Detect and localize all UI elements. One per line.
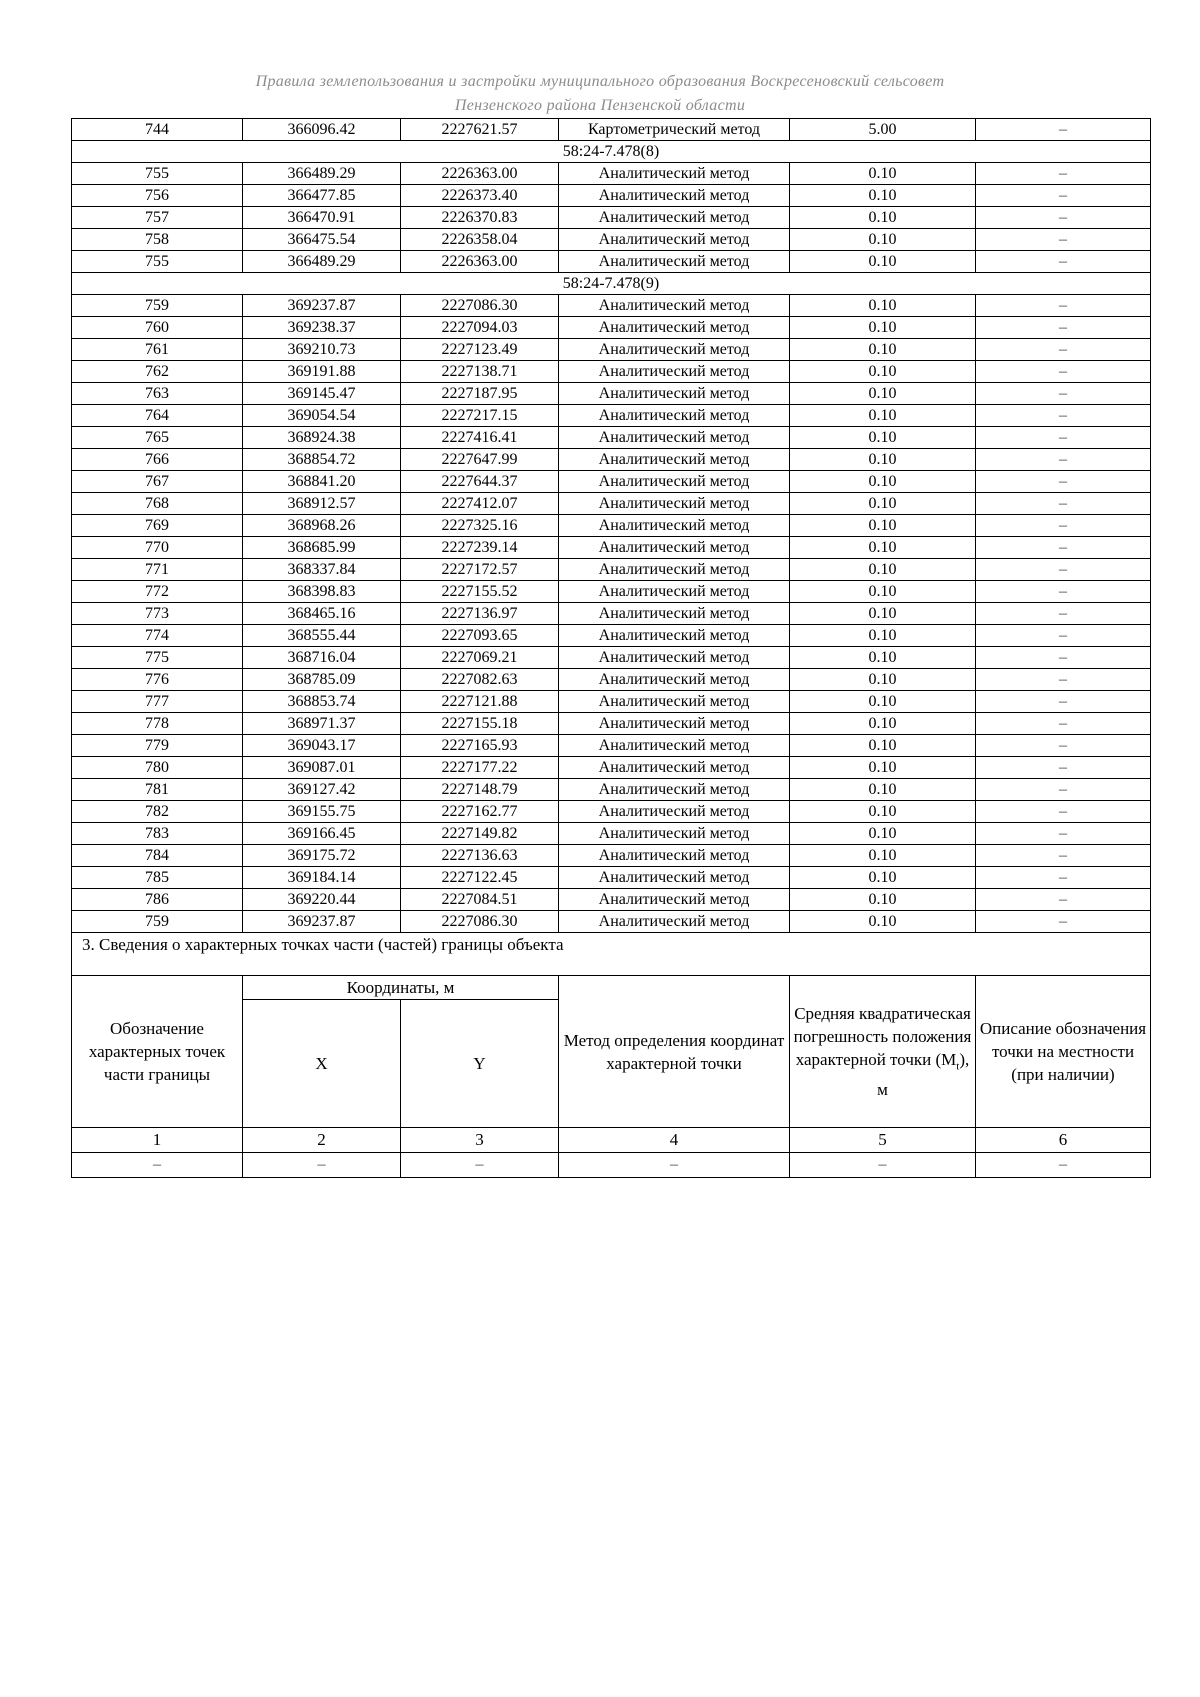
- empty-cell: –: [790, 1153, 976, 1178]
- empty-cell: –: [72, 1153, 243, 1178]
- y-cell: 2227148.79: [401, 779, 559, 801]
- point-cell: 769: [72, 515, 243, 537]
- accuracy-cell: 0.10: [790, 493, 976, 515]
- point-cell: 786: [72, 889, 243, 911]
- description-cell: –: [976, 713, 1151, 735]
- description-cell: –: [976, 163, 1151, 185]
- method-cell: Аналитический метод: [559, 405, 790, 427]
- accuracy-cell: 0.10: [790, 669, 976, 691]
- x-cell: 368685.99: [243, 537, 401, 559]
- method-cell: Аналитический метод: [559, 493, 790, 515]
- description-cell: –: [976, 471, 1151, 493]
- x-cell: 369145.47: [243, 383, 401, 405]
- description-cell: –: [976, 691, 1151, 713]
- header-coords: Координаты, м: [243, 976, 559, 1000]
- table-row: [72, 889, 1151, 911]
- accuracy-cell: 0.10: [790, 581, 976, 603]
- table-row: [72, 779, 1151, 801]
- description-cell: –: [976, 757, 1151, 779]
- contour-header-row: [72, 273, 1151, 295]
- table-row: [72, 405, 1151, 427]
- y-cell: 2227069.21: [401, 647, 559, 669]
- column-number: 1: [72, 1128, 243, 1153]
- x-cell: 368465.16: [243, 603, 401, 625]
- point-cell: 744: [72, 119, 243, 141]
- accuracy-cell: 0.10: [790, 383, 976, 405]
- x-cell: 369054.54: [243, 405, 401, 427]
- table-row: [72, 515, 1151, 537]
- x-cell: 369191.88: [243, 361, 401, 383]
- y-cell: 2227325.16: [401, 515, 559, 537]
- method-cell: Аналитический метод: [559, 295, 790, 317]
- table-row: [72, 185, 1151, 207]
- y-cell: 2227121.88: [401, 691, 559, 713]
- accuracy-cell: 0.10: [790, 911, 976, 933]
- accuracy-cell: 0.10: [790, 735, 976, 757]
- accuracy-cell: 0.10: [790, 427, 976, 449]
- y-cell: 2226373.40: [401, 185, 559, 207]
- y-cell: 2227621.57: [401, 119, 559, 141]
- header-method: Метод определения координат характерной точки: [559, 976, 790, 1128]
- method-cell: Аналитический метод: [559, 383, 790, 405]
- description-cell: –: [976, 405, 1151, 427]
- x-cell: 368716.04: [243, 647, 401, 669]
- y-cell: 2227086.30: [401, 911, 559, 933]
- point-cell: 761: [72, 339, 243, 361]
- accuracy-cell: 0.10: [790, 251, 976, 273]
- x-cell: 366489.29: [243, 251, 401, 273]
- point-cell: 764: [72, 405, 243, 427]
- document-header-line1: Правила землепользования и застройки муниципального образования Воскресеновский сельсовет: [255, 73, 945, 90]
- method-cell: Аналитический метод: [559, 515, 790, 537]
- y-cell: 2227093.65: [401, 625, 559, 647]
- x-cell: 368785.09: [243, 669, 401, 691]
- y-cell: 2227086.30: [401, 295, 559, 317]
- x-cell: 368971.37: [243, 713, 401, 735]
- y-cell: 2227412.07: [401, 493, 559, 515]
- y-cell: 2227172.57: [401, 559, 559, 581]
- accuracy-cell: 0.10: [790, 449, 976, 471]
- description-cell: –: [976, 185, 1151, 207]
- x-cell: 369220.44: [243, 889, 401, 911]
- point-cell: 767: [72, 471, 243, 493]
- accuracy-cell: 0.10: [790, 889, 976, 911]
- y-cell: 2227187.95: [401, 383, 559, 405]
- description-cell: –: [976, 449, 1151, 471]
- y-cell: 2226370.83: [401, 207, 559, 229]
- point-cell: 759: [72, 295, 243, 317]
- table-row: [72, 163, 1151, 185]
- point-cell: 777: [72, 691, 243, 713]
- x-cell: 368968.26: [243, 515, 401, 537]
- point-cell: 759: [72, 911, 243, 933]
- y-cell: 2227123.49: [401, 339, 559, 361]
- coordinates-table-body: [72, 119, 1151, 933]
- accuracy-cell: 0.10: [790, 713, 976, 735]
- method-cell: Аналитический метод: [559, 339, 790, 361]
- accuracy-cell: 0.10: [790, 207, 976, 229]
- accuracy-cell: 0.10: [790, 559, 976, 581]
- description-cell: –: [976, 559, 1151, 581]
- y-cell: 2227239.14: [401, 537, 559, 559]
- table-row: [72, 317, 1151, 339]
- point-cell: 780: [72, 757, 243, 779]
- point-cell: 757: [72, 207, 243, 229]
- method-cell: Аналитический метод: [559, 361, 790, 383]
- table-row: [72, 471, 1151, 493]
- x-cell: 368854.72: [243, 449, 401, 471]
- y-cell: 2227155.52: [401, 581, 559, 603]
- point-cell: 783: [72, 823, 243, 845]
- y-cell: 2227416.41: [401, 427, 559, 449]
- point-cell: 763: [72, 383, 243, 405]
- description-cell: –: [976, 801, 1151, 823]
- x-cell: 369087.01: [243, 757, 401, 779]
- method-cell: Аналитический метод: [559, 207, 790, 229]
- description-cell: –: [976, 383, 1151, 405]
- description-cell: –: [976, 119, 1151, 141]
- accuracy-cell: 0.10: [790, 361, 976, 383]
- x-cell: 366475.54: [243, 229, 401, 251]
- accuracy-cell: 0.10: [790, 779, 976, 801]
- y-cell: 2226358.04: [401, 229, 559, 251]
- point-cell: 772: [72, 581, 243, 603]
- accuracy-cell: 0.10: [790, 339, 976, 361]
- method-cell: Аналитический метод: [559, 603, 790, 625]
- point-cell: 779: [72, 735, 243, 757]
- y-cell: 2227136.63: [401, 845, 559, 867]
- method-cell: Аналитический метод: [559, 471, 790, 493]
- description-cell: –: [976, 339, 1151, 361]
- table-row: [72, 603, 1151, 625]
- description-cell: –: [976, 207, 1151, 229]
- method-cell: Аналитический метод: [559, 427, 790, 449]
- point-cell: 758: [72, 229, 243, 251]
- column-number: 2: [243, 1128, 401, 1153]
- method-cell: Аналитический метод: [559, 867, 790, 889]
- empty-cell: –: [401, 1153, 559, 1178]
- x-cell: 366477.85: [243, 185, 401, 207]
- accuracy-cell: 0.10: [790, 405, 976, 427]
- x-cell: 369237.87: [243, 295, 401, 317]
- point-cell: 773: [72, 603, 243, 625]
- document-header-line2: Пензенского района Пензенской области: [454, 97, 746, 114]
- accuracy-cell: 0.10: [790, 515, 976, 537]
- x-cell: 369210.73: [243, 339, 401, 361]
- accuracy-cell: 0.10: [790, 691, 976, 713]
- point-cell: 784: [72, 845, 243, 867]
- description-cell: –: [976, 537, 1151, 559]
- point-cell: 768: [72, 493, 243, 515]
- x-cell: 369237.87: [243, 911, 401, 933]
- point-cell: 785: [72, 867, 243, 889]
- description-cell: –: [976, 251, 1151, 273]
- method-cell: Аналитический метод: [559, 229, 790, 251]
- table-row: [72, 295, 1151, 317]
- x-cell: 366470.91: [243, 207, 401, 229]
- table-row: [72, 845, 1151, 867]
- accuracy-cell: 0.10: [790, 867, 976, 889]
- table-row: [72, 713, 1151, 735]
- table-row: [72, 801, 1151, 823]
- table-row: [72, 251, 1151, 273]
- y-cell: 2227094.03: [401, 317, 559, 339]
- point-cell: 766: [72, 449, 243, 471]
- x-cell: 369184.14: [243, 867, 401, 889]
- description-cell: –: [976, 493, 1151, 515]
- description-cell: –: [976, 515, 1151, 537]
- x-cell: 369238.37: [243, 317, 401, 339]
- x-cell: 369155.75: [243, 801, 401, 823]
- x-cell: 366096.42: [243, 119, 401, 141]
- empty-cell: –: [243, 1153, 401, 1178]
- point-cell: 778: [72, 713, 243, 735]
- method-cell: Аналитический метод: [559, 251, 790, 273]
- table-row: [72, 207, 1151, 229]
- table-row: [72, 691, 1151, 713]
- y-cell: 2226363.00: [401, 251, 559, 273]
- header-y: Y: [401, 1000, 559, 1128]
- accuracy-cell: 5.00: [790, 119, 976, 141]
- y-cell: 2227177.22: [401, 757, 559, 779]
- table-row: [72, 867, 1151, 889]
- contour-label: 58:24-7.478(8): [72, 141, 1151, 163]
- description-cell: –: [976, 427, 1151, 449]
- point-cell: 774: [72, 625, 243, 647]
- description-cell: –: [976, 361, 1151, 383]
- header-point: Обозначение характерных точек части границы: [72, 976, 243, 1128]
- table-row: [72, 647, 1151, 669]
- table-row: [72, 823, 1151, 845]
- description-cell: –: [976, 779, 1151, 801]
- method-cell: Аналитический метод: [559, 581, 790, 603]
- column-number: 5: [790, 1128, 976, 1153]
- y-cell: 2227155.18: [401, 713, 559, 735]
- point-cell: 776: [72, 669, 243, 691]
- point-cell: 755: [72, 163, 243, 185]
- table-row: [72, 339, 1151, 361]
- point-cell: 765: [72, 427, 243, 449]
- method-cell: Аналитический метод: [559, 559, 790, 581]
- accuracy-cell: 0.10: [790, 757, 976, 779]
- method-cell: Аналитический метод: [559, 713, 790, 735]
- header-accuracy-tail: ), м: [877, 1049, 970, 1100]
- x-cell: 368912.57: [243, 493, 401, 515]
- accuracy-cell: 0.10: [790, 625, 976, 647]
- x-cell: 369043.17: [243, 735, 401, 757]
- method-cell: Аналитический метод: [559, 317, 790, 339]
- description-cell: –: [976, 317, 1151, 339]
- method-cell: Картометрический метод: [559, 119, 790, 141]
- y-cell: 2227082.63: [401, 669, 559, 691]
- contour-header-row: [72, 141, 1151, 163]
- method-cell: Аналитический метод: [559, 185, 790, 207]
- description-cell: –: [976, 823, 1151, 845]
- point-cell: 760: [72, 317, 243, 339]
- description-cell: –: [976, 735, 1151, 757]
- method-cell: Аналитический метод: [559, 823, 790, 845]
- method-cell: Аналитический метод: [559, 647, 790, 669]
- point-cell: 771: [72, 559, 243, 581]
- column-number: 3: [401, 1128, 559, 1153]
- method-cell: Аналитический метод: [559, 691, 790, 713]
- table-row: [72, 537, 1151, 559]
- table-row: [72, 493, 1151, 515]
- point-cell: 770: [72, 537, 243, 559]
- method-cell: Аналитический метод: [559, 449, 790, 471]
- empty-cell: –: [976, 1153, 1151, 1178]
- accuracy-cell: 0.10: [790, 229, 976, 251]
- table-row: [72, 229, 1151, 251]
- x-cell: 369166.45: [243, 823, 401, 845]
- description-cell: –: [976, 867, 1151, 889]
- point-cell: 775: [72, 647, 243, 669]
- coordinates-table: [71, 118, 1151, 1178]
- accuracy-cell: 0.10: [790, 647, 976, 669]
- description-cell: –: [976, 295, 1151, 317]
- table-row: [72, 559, 1151, 581]
- table-row: [72, 625, 1151, 647]
- point-cell: 781: [72, 779, 243, 801]
- description-cell: –: [976, 603, 1151, 625]
- x-cell: 368398.83: [243, 581, 401, 603]
- x-cell: 368337.84: [243, 559, 401, 581]
- table-row: [72, 757, 1151, 779]
- accuracy-cell: 0.10: [790, 845, 976, 867]
- table-row: [72, 119, 1151, 141]
- section3-table: [72, 933, 1151, 1178]
- header-accuracy-sub: t: [956, 1060, 960, 1073]
- point-cell: 756: [72, 185, 243, 207]
- table-row: [72, 427, 1151, 449]
- x-cell: 368555.44: [243, 625, 401, 647]
- x-cell: 366489.29: [243, 163, 401, 185]
- method-cell: Аналитический метод: [559, 537, 790, 559]
- description-cell: –: [976, 669, 1151, 691]
- description-cell: –: [976, 889, 1151, 911]
- contour-label: 58:24-7.478(9): [72, 273, 1151, 295]
- table-row: [72, 383, 1151, 405]
- method-cell: Аналитический метод: [559, 801, 790, 823]
- y-cell: 2227217.15: [401, 405, 559, 427]
- method-cell: Аналитический метод: [559, 911, 790, 933]
- accuracy-cell: 0.10: [790, 163, 976, 185]
- accuracy-cell: 0.10: [790, 185, 976, 207]
- y-cell: 2227647.99: [401, 449, 559, 471]
- header-x: X: [243, 1000, 401, 1128]
- y-cell: 2227084.51: [401, 889, 559, 911]
- y-cell: 2227162.77: [401, 801, 559, 823]
- method-cell: Аналитический метод: [559, 625, 790, 647]
- header-accuracy-text: Средняя квадратическая погрешность положения характерной точки (M: [793, 1003, 972, 1069]
- description-cell: –: [976, 625, 1151, 647]
- table-row: [72, 581, 1151, 603]
- method-cell: Аналитический метод: [559, 735, 790, 757]
- table-row: [72, 911, 1151, 933]
- point-cell: 762: [72, 361, 243, 383]
- x-cell: 368853.74: [243, 691, 401, 713]
- method-cell: Аналитический метод: [559, 163, 790, 185]
- accuracy-cell: 0.10: [790, 801, 976, 823]
- x-cell: 368841.20: [243, 471, 401, 493]
- point-cell: 782: [72, 801, 243, 823]
- table-row: [72, 449, 1151, 471]
- accuracy-cell: 0.10: [790, 295, 976, 317]
- y-cell: 2226363.00: [401, 163, 559, 185]
- table-row: [72, 735, 1151, 757]
- method-cell: Аналитический метод: [559, 757, 790, 779]
- accuracy-cell: 0.10: [790, 471, 976, 493]
- header-description: Описание обозначения точки на местности (при наличии): [976, 976, 1151, 1128]
- y-cell: 2227136.97: [401, 603, 559, 625]
- accuracy-cell: 0.10: [790, 603, 976, 625]
- method-cell: Аналитический метод: [559, 845, 790, 867]
- method-cell: Аналитический метод: [559, 669, 790, 691]
- method-cell: Аналитический метод: [559, 889, 790, 911]
- x-cell: 369127.42: [243, 779, 401, 801]
- accuracy-cell: 0.10: [790, 823, 976, 845]
- y-cell: 2227165.93: [401, 735, 559, 757]
- y-cell: 2227122.45: [401, 867, 559, 889]
- description-cell: –: [976, 229, 1151, 251]
- empty-cell: –: [559, 1153, 790, 1178]
- table-row: [72, 361, 1151, 383]
- y-cell: 2227138.71: [401, 361, 559, 383]
- description-cell: –: [976, 581, 1151, 603]
- description-cell: –: [976, 647, 1151, 669]
- y-cell: 2227149.82: [401, 823, 559, 845]
- section3-title: 3. Сведения о характерных точках части (частей) границы объекта: [72, 933, 1151, 976]
- accuracy-cell: 0.10: [790, 317, 976, 339]
- column-number: 4: [559, 1128, 790, 1153]
- table-row: [72, 669, 1151, 691]
- x-cell: 369175.72: [243, 845, 401, 867]
- y-cell: 2227644.37: [401, 471, 559, 493]
- description-cell: –: [976, 845, 1151, 867]
- x-cell: 368924.38: [243, 427, 401, 449]
- accuracy-cell: 0.10: [790, 537, 976, 559]
- column-number: 6: [976, 1128, 1151, 1153]
- point-cell: 755: [72, 251, 243, 273]
- header-accuracy: [790, 976, 976, 1128]
- description-cell: –: [976, 911, 1151, 933]
- method-cell: Аналитический метод: [559, 779, 790, 801]
